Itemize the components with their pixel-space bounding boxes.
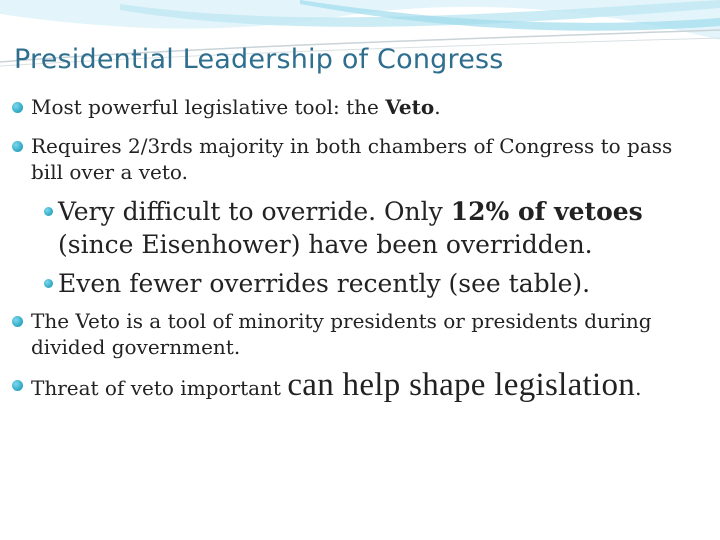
- large-text-shape-legislation: can help shape legislation: [287, 367, 636, 403]
- bullet-dot-icon: [44, 279, 53, 288]
- bullet-dot-icon: [12, 380, 23, 391]
- bullet-override-majority: Requires 2/3rds majority in both chambers of Congress to pass bill over a veto.: [12, 133, 702, 185]
- subbullet-fewer-overrides: Even fewer overrides recently (see table).: [44, 267, 684, 300]
- emphasis-12-percent: 12% of vetoes: [450, 197, 643, 226]
- subbullet-difficult-override: Very difficult to override. Only 12% of vetoes (since Eisenhower) have been overridden.: [44, 195, 684, 261]
- bullet-veto-tool: Most powerful legislative tool: the Veto.: [12, 94, 702, 120]
- bullet-dot-icon: [44, 207, 53, 216]
- bullet-minority-presidents: The Veto is a tool of minority presidents or presidents during divided government.: [12, 308, 702, 360]
- bullet-threat-of-veto: Threat of veto important can help shape legislation.: [12, 372, 712, 401]
- emphasis-veto: Veto: [385, 95, 435, 119]
- slide-title: Presidential Leadership of Congress: [14, 44, 504, 75]
- bullet-dot-icon: [12, 102, 23, 113]
- bullet-dot-icon: [12, 316, 23, 327]
- bullet-dot-icon: [12, 141, 23, 152]
